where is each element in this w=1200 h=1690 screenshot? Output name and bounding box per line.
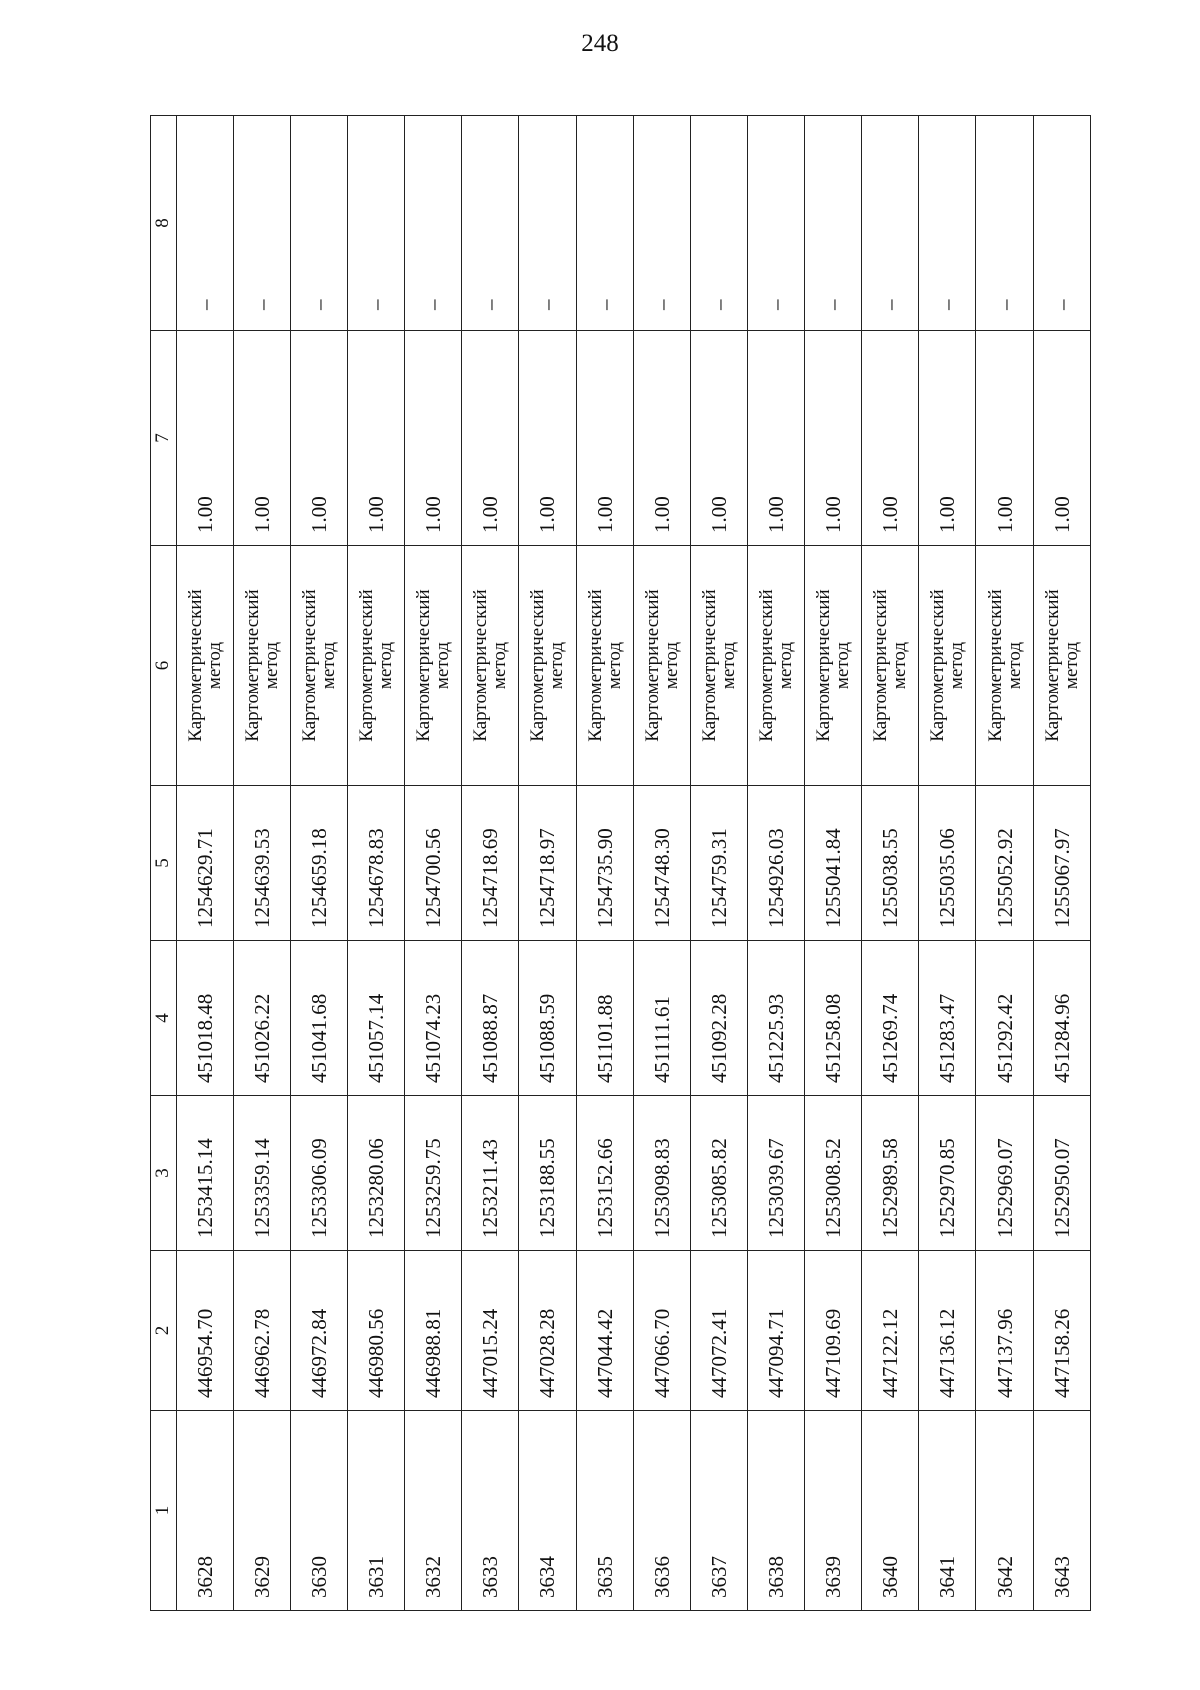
coord-y2-cell: 1255035.06 [919,786,976,941]
coord-x2-cell: 451026.22 [233,941,290,1096]
point-number-cell: 3631 [347,1411,404,1611]
method-cell [862,546,919,786]
method-name: Картометрический [470,589,492,742]
accuracy-cell: 1.00 [176,331,233,546]
point-number-cell: 3629 [233,1411,290,1611]
point-number-cell: 3630 [290,1411,347,1611]
coord-x2-cell: 451292.42 [976,941,1033,1096]
description-cell: – [347,116,404,331]
method-suffix: метод [546,641,568,690]
coord-y2-cell: 1254629.71 [176,786,233,941]
coord-y2-cell: 1254659.18 [290,786,347,941]
method-name: Картометрический [927,589,949,742]
table-row [1033,116,1090,1611]
description-cell: – [233,116,290,331]
coord-x-cell: 447109.69 [805,1251,862,1411]
accuracy-cell: 1.00 [747,331,804,546]
method-name: Картометрический [755,589,777,742]
point-number-cell: 3634 [519,1411,576,1611]
coord-x2-cell: 451057.14 [347,941,404,1096]
accuracy-cell: 1.00 [919,331,976,546]
header-row [151,116,177,1611]
description-cell: – [633,116,690,331]
accuracy-cell: 1.00 [1033,331,1090,546]
coord-x-cell: 447015.24 [462,1251,519,1411]
method-cell [690,546,747,786]
method-cell [347,546,404,786]
coord-y-cell: 1253280.06 [347,1096,404,1251]
description-cell: – [919,116,976,331]
table-row [862,116,919,1611]
coord-x-cell: 447028.28 [519,1251,576,1411]
coord-y-cell: 1252970.85 [919,1096,976,1251]
description-cell: – [976,116,1033,331]
coord-y2-cell: 1254735.90 [576,786,633,941]
coord-x-cell: 447044.42 [576,1251,633,1411]
coord-y-cell: 1253211.43 [462,1096,519,1251]
page-number: 248 [581,30,619,57]
coord-y2-cell: 1254639.53 [233,786,290,941]
method-suffix: метод [603,641,625,690]
coord-y-cell: 1252989.58 [862,1096,919,1251]
description-cell: – [405,116,462,331]
table-row [233,116,290,1611]
point-number-cell: 3641 [919,1411,976,1611]
method-cell [405,546,462,786]
coordinates-table-rotated [150,116,1091,1611]
coord-x-cell: 447072.41 [690,1251,747,1411]
description-cell: – [747,116,804,331]
point-number-cell: 3643 [1033,1411,1090,1611]
accuracy-cell: 1.00 [405,331,462,546]
method-suffix: метод [375,641,396,690]
coord-x-cell: 446972.84 [290,1251,347,1411]
accuracy-cell: 1.00 [233,331,290,546]
header-cell-1: 1 [151,1411,177,1611]
point-number-cell: 3637 [690,1411,747,1611]
coord-y-cell: 1253039.67 [747,1096,804,1251]
coord-y-cell: 1252969.07 [976,1096,1033,1251]
point-number-cell: 3633 [462,1411,519,1611]
coord-y2-cell: 1254700.56 [405,786,462,941]
description-cell: – [519,116,576,331]
point-number-cell: 3638 [747,1411,804,1611]
table-row [976,116,1033,1611]
coord-x-cell: 446980.56 [347,1251,404,1411]
description-cell: – [690,116,747,331]
table-row [633,116,690,1611]
coord-y-cell: 1253008.52 [805,1096,862,1251]
method-name: Картометрический [527,589,549,742]
point-number-cell: 3632 [405,1411,462,1611]
coord-y2-cell: 1254926.03 [747,786,804,941]
coord-y2-cell: 1254718.97 [519,786,576,941]
coord-x-cell: 446988.81 [405,1251,462,1411]
coord-y-cell: 1253259.75 [405,1096,462,1251]
method-name: Картометрический [241,589,263,742]
table-row [805,116,862,1611]
accuracy-cell: 1.00 [576,331,633,546]
coord-x-cell: 447136.12 [919,1251,976,1411]
accuracy-cell: 1.00 [690,331,747,546]
coord-y-cell: 1253098.83 [633,1096,690,1251]
method-name: Картометрический [813,589,835,742]
coord-x2-cell: 451092.28 [690,941,747,1096]
method-name: Картометрический [1041,589,1063,742]
coord-x2-cell: 451258.08 [805,941,862,1096]
coord-y-cell: 1253152.66 [576,1096,633,1251]
header-cell-7: 7 [151,331,177,546]
method-name: Картометрический [698,589,720,742]
description-cell: – [176,116,233,331]
point-number-cell: 3635 [576,1411,633,1611]
method-suffix: метод [774,641,796,690]
coord-x2-cell: 451284.96 [1033,941,1090,1096]
table-row [462,116,519,1611]
accuracy-cell: 1.00 [462,331,519,546]
coord-x2-cell: 451269.74 [862,941,919,1096]
method-suffix: метод [946,641,968,690]
header-cell-6: 6 [151,546,177,786]
coord-x2-cell: 451074.23 [405,941,462,1096]
method-cell [233,546,290,786]
table-row [747,116,804,1611]
coord-x-cell: 447066.70 [633,1251,690,1411]
method-suffix: метод [717,641,739,690]
method-suffix: метод [432,641,454,690]
description-cell: – [805,116,862,331]
coord-x2-cell: 451101.88 [576,941,633,1096]
point-number-cell: 3636 [633,1411,690,1611]
coord-x-cell: 447137.96 [976,1251,1033,1411]
accuracy-cell: 1.00 [805,331,862,546]
coord-x2-cell: 451225.93 [747,941,804,1096]
coord-x2-cell: 451088.87 [462,941,519,1096]
point-number-cell: 3628 [176,1411,233,1611]
description-cell: – [462,116,519,331]
method-suffix: метод [1060,641,1082,690]
table-body [151,116,1091,1611]
coord-x-cell: 447094.71 [747,1251,804,1411]
table-row [690,116,747,1611]
point-number-cell: 3640 [862,1411,919,1611]
method-suffix: метод [832,641,854,690]
table-row [290,116,347,1611]
method-cell [290,546,347,786]
method-name: Картометрический [641,589,663,742]
accuracy-cell: 1.00 [347,331,404,546]
coord-y2-cell: 1255067.97 [1033,786,1090,941]
table-row [405,116,462,1611]
header-cell-4: 4 [151,941,177,1096]
table-row [919,116,976,1611]
header-cell-3: 3 [151,1096,177,1251]
method-cell [176,546,233,786]
method-suffix: метод [260,641,282,690]
coord-x-cell: 447122.12 [862,1251,919,1411]
table-row [576,116,633,1611]
coord-x2-cell: 451088.59 [519,941,576,1096]
coord-y-cell: 1252950.07 [1033,1096,1090,1251]
method-name: Картометрический [413,589,435,742]
coordinates-table [150,115,1091,1611]
coord-y2-cell: 1255041.84 [805,786,862,941]
coord-y2-cell: 1254759.31 [690,786,747,941]
description-cell: – [290,116,347,331]
point-number-cell: 3639 [805,1411,862,1611]
description-cell: – [576,116,633,331]
accuracy-cell: 1.00 [290,331,347,546]
coord-x2-cell: 451111.61 [633,941,690,1096]
accuracy-cell: 1.00 [633,331,690,546]
point-number-cell: 3642 [976,1411,1033,1611]
coord-x-cell: 446954.70 [176,1251,233,1411]
method-name: Картометрический [184,589,206,742]
method-name: Картометрический [298,589,320,742]
method-suffix: метод [889,641,911,690]
method-cell [576,546,633,786]
coord-y2-cell: 1255052.92 [976,786,1033,941]
coord-y-cell: 1253188.55 [519,1096,576,1251]
method-cell [633,546,690,786]
accuracy-cell: 1.00 [862,331,919,546]
method-cell [462,546,519,786]
coord-y2-cell: 1254748.30 [633,786,690,941]
coord-y2-cell: 1254678.83 [347,786,404,941]
description-cell: – [862,116,919,331]
method-name: Картометрический [356,589,377,742]
coord-y2-cell: 1255038.55 [862,786,919,941]
method-suffix: метод [660,641,682,690]
accuracy-cell: 1.00 [976,331,1033,546]
method-suffix: метод [489,641,511,690]
coord-x-cell: 446962.78 [233,1251,290,1411]
method-name: Картометрический [870,589,892,742]
accuracy-cell: 1.00 [519,331,576,546]
method-cell [1033,546,1090,786]
coord-y-cell: 1253306.09 [290,1096,347,1251]
method-suffix: метод [317,641,339,690]
description-cell: – [1033,116,1090,331]
header-cell-2: 2 [151,1251,177,1411]
method-name: Картометрический [984,589,1006,742]
method-cell [519,546,576,786]
method-cell [747,546,804,786]
method-name: Картометрический [584,589,606,742]
coord-x2-cell: 451018.48 [176,941,233,1096]
coord-y-cell: 1253415.14 [176,1096,233,1251]
method-cell [919,546,976,786]
coord-y2-cell: 1254718.69 [462,786,519,941]
coord-x2-cell: 451283.47 [919,941,976,1096]
method-suffix: метод [1003,641,1025,690]
header-cell-8: 8 [151,116,177,331]
coord-y-cell: 1253085.82 [690,1096,747,1251]
method-cell [976,546,1033,786]
table-row [519,116,576,1611]
header-cell-5: 5 [151,786,177,941]
method-suffix: метод [203,641,225,690]
method-cell [805,546,862,786]
coord-y-cell: 1253359.14 [233,1096,290,1251]
table-row [176,116,233,1611]
table-row [347,116,404,1611]
coord-x-cell: 447158.26 [1033,1251,1090,1411]
coord-x2-cell: 451041.68 [290,941,347,1096]
